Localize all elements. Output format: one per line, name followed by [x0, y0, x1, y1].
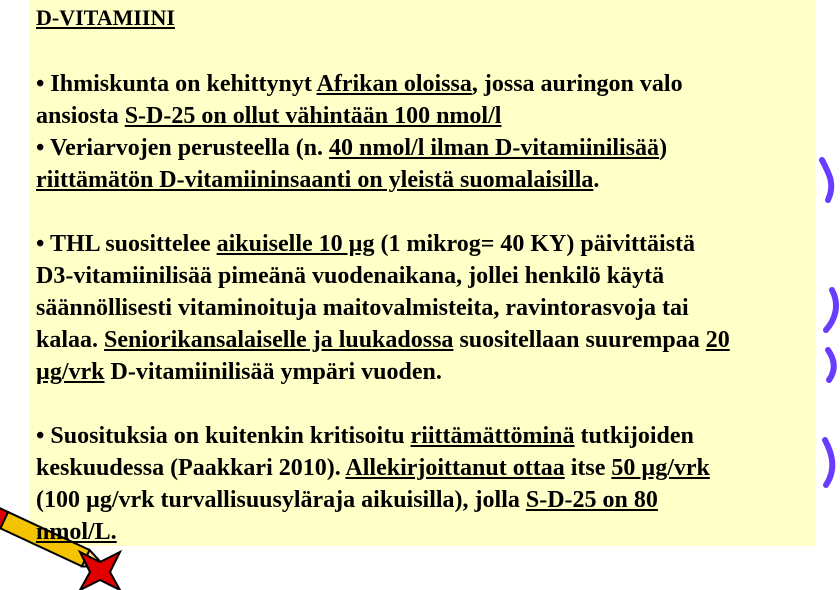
- underlined-text: riittämättöminä: [410, 423, 575, 449]
- paragraph-line: [36, 420, 816, 452]
- underlined-text: Seniorikansalaiselle ja luukadossa: [104, 327, 454, 353]
- paragraph-line: [36, 324, 816, 356]
- underlined-text: S-D-25 on 80: [525, 487, 658, 513]
- paragraph-line: [36, 164, 816, 196]
- underlined-text: riittämätön D-vitamiininsaanti on yleistä suomalaisilla: [36, 167, 594, 193]
- text-segment: D-vitamiinilisää ympäri vuoden.: [104, 359, 442, 385]
- text-segment: • Ihmiskunta on kehittynyt: [36, 71, 317, 97]
- paragraph-line: [36, 132, 816, 164]
- text-segment: (100 µg/vrk turvallisuusyläraja aikuisilla), jolla: [36, 487, 526, 513]
- text-segment: ): [659, 135, 668, 161]
- paragraph-line: [36, 356, 816, 388]
- text-segment: ansiosta: [36, 103, 125, 129]
- underlined-text: µg/vrk: [36, 359, 105, 385]
- slide-content: [36, 4, 816, 580]
- underlined-text: 40 nmol/l ilman D-vitamiinilisää: [329, 135, 660, 161]
- paragraph-3: [36, 420, 816, 548]
- paragraph-line: [36, 452, 816, 484]
- text-segment: tutkijoiden: [574, 423, 694, 449]
- text-segment: keskuudessa (Paakkari 2010).: [36, 455, 346, 481]
- text-segment: kalaa.: [36, 327, 105, 353]
- underlined-text: S-D-25 on ollut vähintään 100 nmol/l: [124, 103, 502, 129]
- text-segment: (1 mikrog= 40 KY) päivittäistä: [374, 231, 696, 257]
- paragraph-line: [36, 260, 816, 292]
- underlined-text: Afrikan oloissa: [316, 71, 472, 97]
- underlined-text: aikuiselle 10 µg: [216, 231, 375, 257]
- text-segment: säännöllisesti vitaminoituja maitovalmisteita, ravintorasvoja tai: [36, 295, 689, 321]
- paragraph-1: [36, 68, 816, 196]
- paragraph-line: [36, 68, 816, 100]
- text-segment: D3-vitamiinilisää pimeänä vuodenaikana, jollei henkilö käytä: [36, 263, 665, 289]
- underlined-text: nmol/L.: [36, 519, 117, 545]
- paragraph-line: [36, 516, 816, 548]
- text-segment: • THL suosittelee: [36, 231, 217, 257]
- page-title: D-VITAMIINI: [36, 5, 175, 30]
- paragraph-line: [36, 292, 816, 324]
- paragraph-2: [36, 228, 816, 388]
- underlined-text: 50 µg/vrk: [611, 455, 710, 481]
- text-segment: suositellaan suurempaa: [453, 327, 706, 353]
- text-segment: • Veriarvojen perusteella (n.: [36, 135, 330, 161]
- text-segment: • Suosituksia on kuitenkin kritisoitu: [36, 423, 411, 449]
- text-segment: , jossa auringon valo: [471, 71, 683, 97]
- paragraph-list: [36, 68, 816, 548]
- text-segment: itse: [564, 455, 612, 481]
- text-segment: .: [593, 167, 600, 193]
- paragraph-line: [36, 228, 816, 260]
- paragraph-line: [36, 484, 816, 516]
- underlined-text: Allekirjoittanut ottaa: [345, 455, 565, 481]
- underlined-text: 20: [705, 327, 730, 353]
- paragraph-line: [36, 100, 816, 132]
